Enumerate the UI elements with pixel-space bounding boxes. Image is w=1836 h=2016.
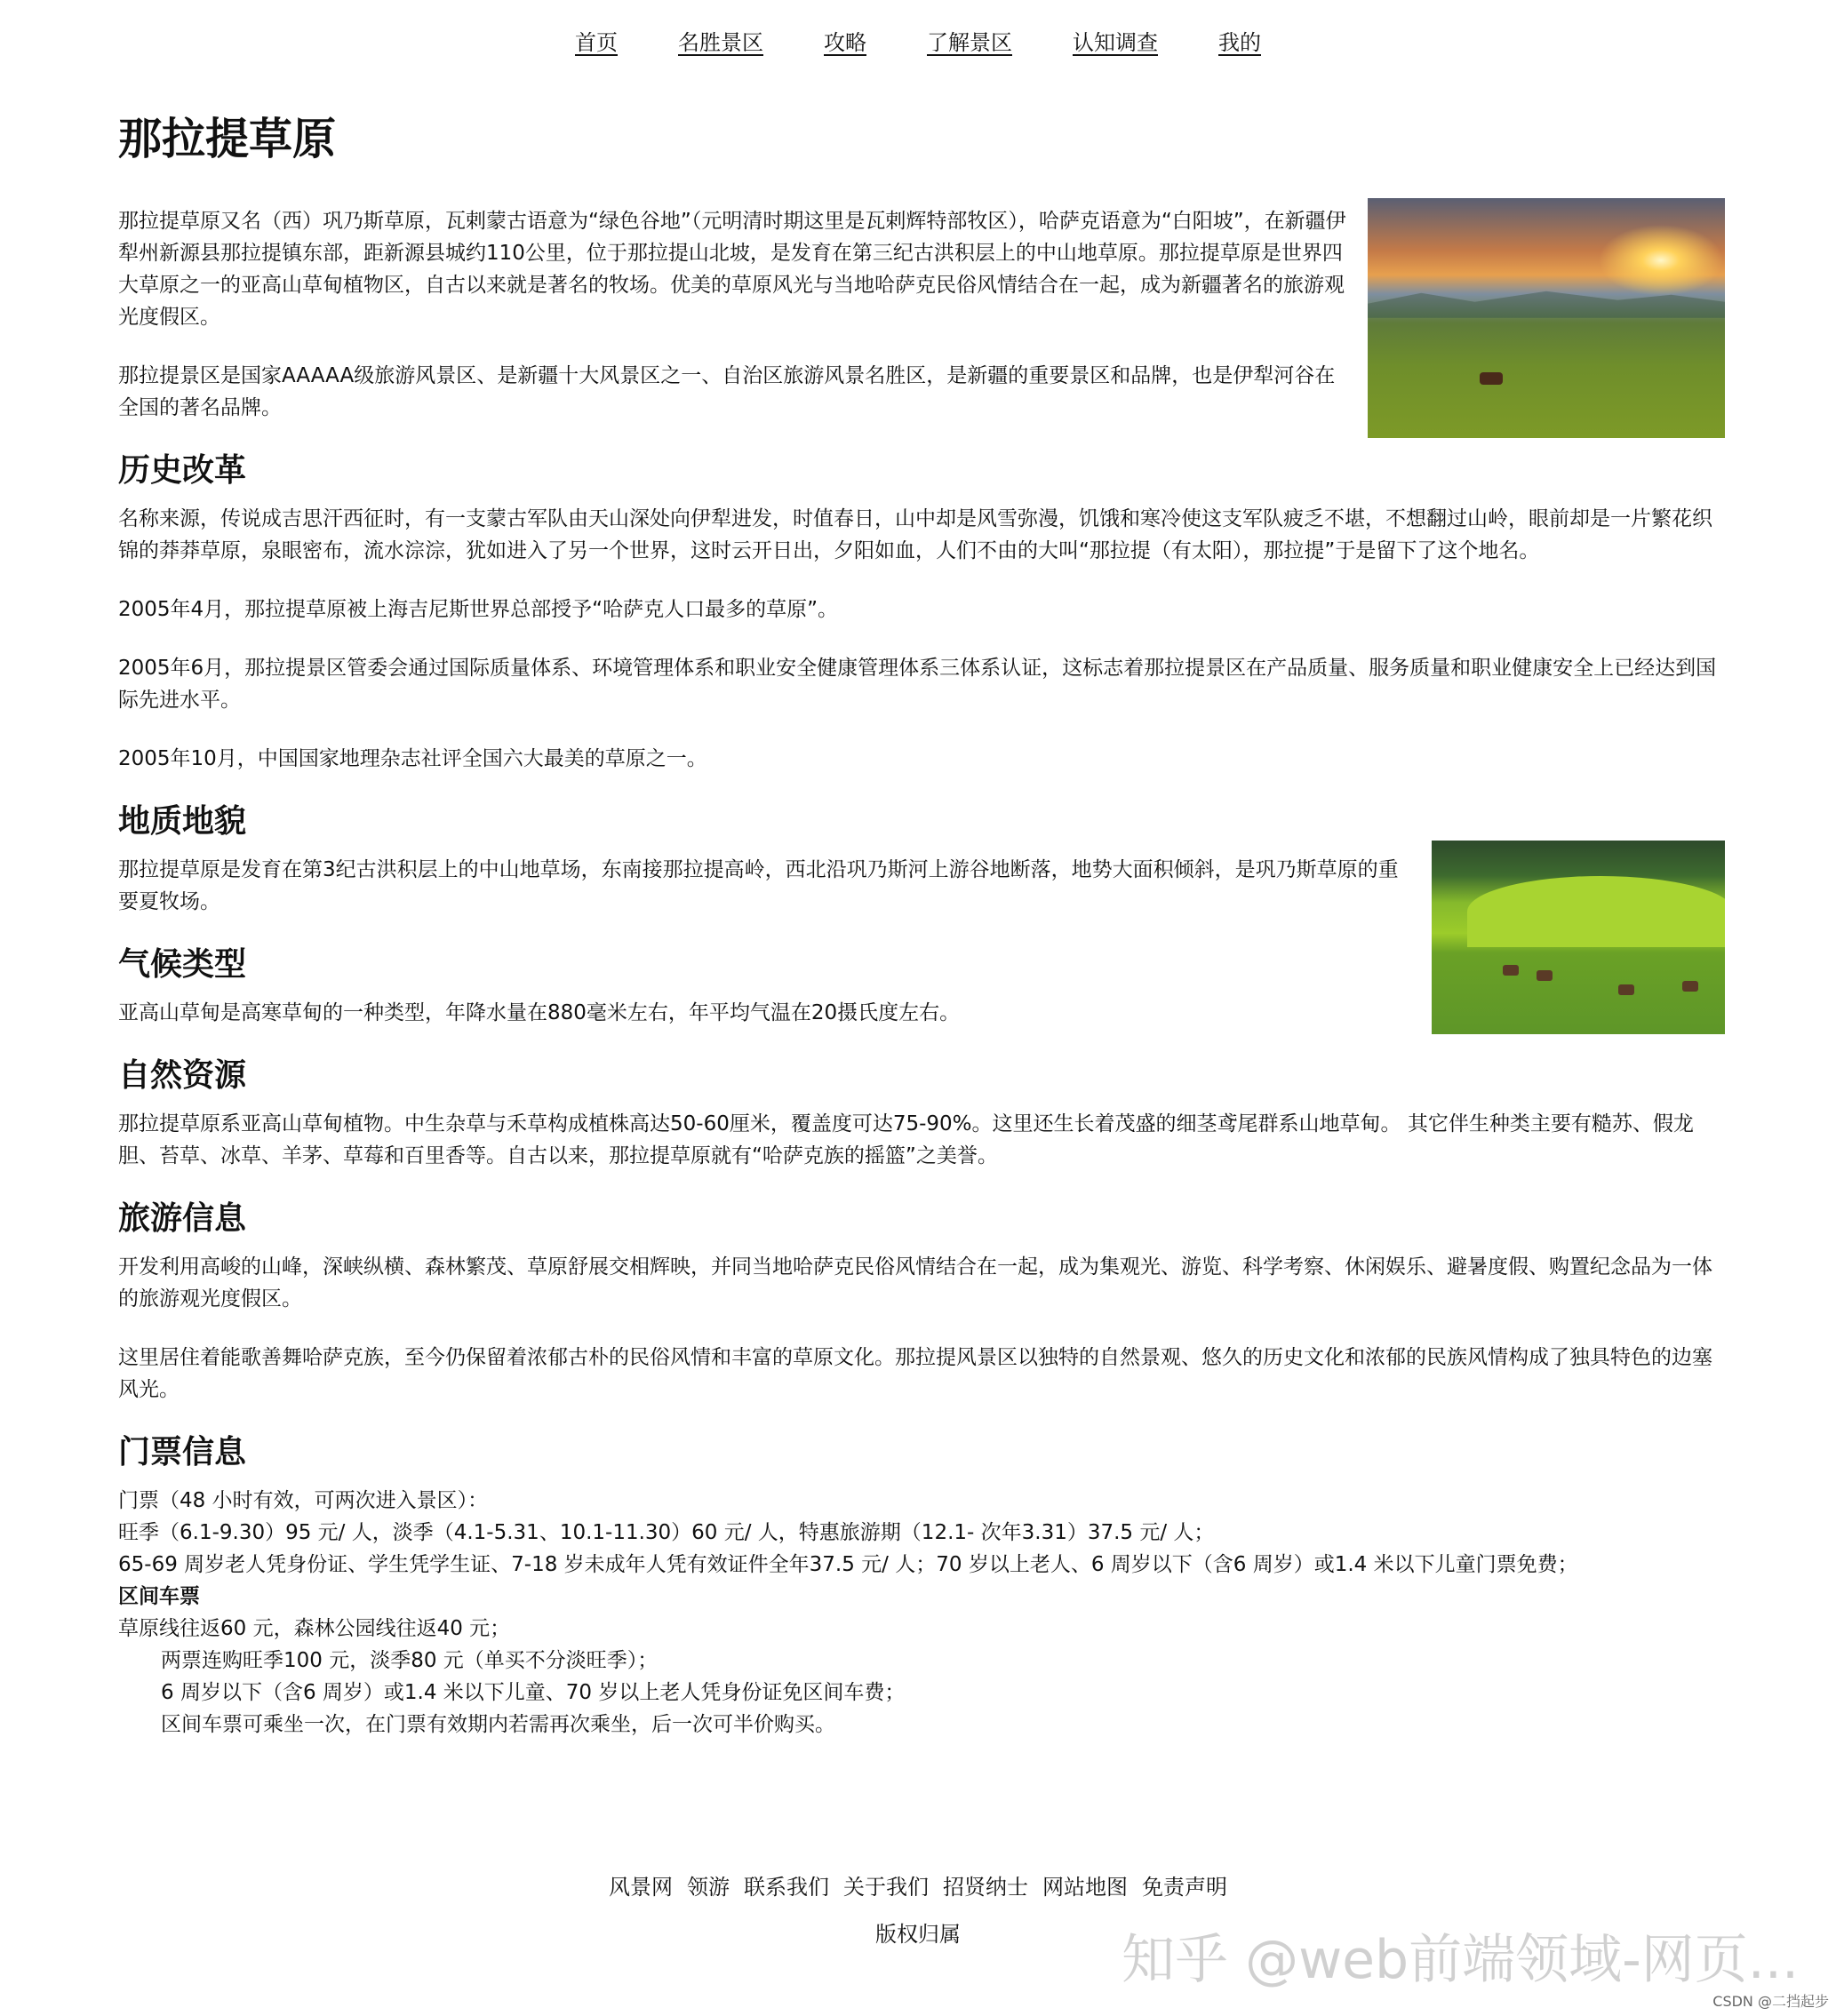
ticket-line: 门票（48 小时有效，可两次进入景区）： <box>118 1488 489 1512</box>
ticket-line: 旺季（6.1-9.30）95 元/ 人，淡季（4.1-5.31、10.1-11.30）60 元/ 人，特惠旅游期（12.1- 次年3.31）37.5 元/ 人； <box>118 1520 1215 1544</box>
sunset-grassland-image <box>1368 198 1725 438</box>
ticket-line: 65-69 周岁老人凭身份证、学生凭学生证、7-18 岁未成年人凭有效证件全年37.5 元/ 人；70 岁以上老人、6 周岁以下（含6 周岁）或1.4 米以下儿童门票免费； <box>118 1552 1578 1576</box>
intro-paragraph-2: 那拉提景区是国家AAAAA级旅游风景区、是新疆十大风景区之一、自治区旅游风景名胜区，是新疆的重要景区和品牌，也是伊犁河谷在全国的著名品牌。 <box>118 363 1336 419</box>
climate-paragraph: 亚高山草甸是高寒草甸的一种类型，年降水量在880毫米左右，年平均气温在20摄氏度左右。 <box>118 1000 961 1024</box>
resources-paragraph: 那拉提草原系亚高山草甸植物。中生杂草与禾草构成植株高达50-60厘米，覆盖度可达75-90%。这里还生长着茂盛的细茎鸢尾群系山地草甸。 其它伴生种类主要有糙苏、假龙胆、苔草、冰草、羊茅、草莓和百里香等。自古以来，那拉提草原就有“哈萨克族的摇篮”之美誉。 <box>118 1112 1694 1167</box>
footer-link-sitemap[interactable]: 网站地图 <box>1042 1875 1128 1900</box>
ticket-info <box>118 1485 1725 1741</box>
page-title: 那拉提草原 <box>118 114 337 164</box>
climate-heading: 气候类型 <box>118 945 247 983</box>
shuttle-detail: 两票连购旺季100 元，淡季80 元（单买不分淡旺季）； <box>161 1648 659 1672</box>
footer-link-lingyou[interactable]: 领游 <box>687 1875 730 1900</box>
nav-about-scenic[interactable]: 了解景区 <box>927 30 1012 55</box>
top-nav <box>0 25 1836 56</box>
footer-links <box>0 1869 1836 1900</box>
geology-paragraph: 那拉提草原是发育在第3纪古洪积层上的中山地草场，东南接那拉提高岭，西北沿巩乃斯河上游谷地断落，地势大面积倾斜，是巩乃斯草原的重要夏牧场。 <box>118 857 1399 913</box>
tourism-paragraph-2: 这里居住着能歌善舞哈萨克族，至今仍保留着浓郁古朴的民俗风情和丰富的草原文化。那拉提风景区以独特的自然景观、悠久的历史文化和浓郁的民族风情构成了独具特色的边塞风光。 <box>118 1345 1712 1401</box>
tourism-paragraph-1: 开发利用高峻的山峰，深峡纵横、森林繁茂、草原舒展交相辉映，并同当地哈萨克民俗风情结合在一起，成为集观光、游览、科学考察、休闲娱乐、避暑度假、购置纪念品为一体的旅游观光度假区。 <box>118 1255 1712 1311</box>
footer-copyright: 版权归属 <box>875 1922 961 1947</box>
footer-link-fengjing[interactable]: 风景网 <box>609 1875 673 1900</box>
footer-link-disclaimer[interactable]: 免责声明 <box>1142 1875 1227 1900</box>
footer-link-careers[interactable]: 招贤纳士 <box>943 1875 1028 1900</box>
nav-home[interactable]: 首页 <box>575 30 618 55</box>
horses-meadow-image <box>1432 841 1725 1034</box>
shuttle-title: 区间车票 <box>118 1584 200 1608</box>
history-paragraph-3: 2005年6月，那拉提景区管委会通过国际质量体系、环境管理体系和职业安全健康管理体系三体系认证，这标志着那拉提景区在产品质量、服务质量和职业健康安全上已经达到国际先进水平。 <box>118 656 1717 712</box>
nav-guides[interactable]: 攻略 <box>824 30 866 55</box>
shuttle-detail: 6 周岁以下（含6 周岁）或1.4 米以下儿童、70 岁以上老人凭身份证免区间车费； <box>161 1680 906 1704</box>
tickets-heading: 门票信息 <box>118 1433 247 1470</box>
shuttle-line: 草原线往返60 元，森林公园线往返40 元； <box>118 1616 511 1640</box>
tourism-heading: 旅游信息 <box>118 1199 247 1237</box>
nav-scenic-spots[interactable]: 名胜景区 <box>678 30 763 55</box>
nav-mine[interactable]: 我的 <box>1218 30 1261 55</box>
nav-survey[interactable]: 认知调查 <box>1073 30 1158 55</box>
footer-link-contact[interactable]: 联系我们 <box>744 1875 829 1900</box>
intro-paragraph-1: 那拉提草原又名（西）巩乃斯草原，瓦剌蒙古语意为“绿色谷地”（元明清时期这里是瓦剌辉特部牧区），哈萨克语意为“白阳坡”，在新疆伊犁州新源县那拉提镇东部，距新源县城约110公里，位于那拉提山北坡，是发育在第三纪古洪积层上的中山地草原。那拉提草原是世界四大草原之一的亚高山草甸植物区，自古以来就是著名的牧场。优美的草原风光与当地哈萨克民俗风情结合在一起，成为新疆著名的旅游观光度假区。 <box>118 209 1346 329</box>
csdn-tag: CSDN @二挡起步 <box>1712 1993 1829 2010</box>
history-paragraph-4: 2005年10月，中国国家地理杂志社评全国六大最美的草原之一。 <box>118 746 707 770</box>
footer-link-about[interactable]: 关于我们 <box>843 1875 929 1900</box>
geology-heading: 地质地貌 <box>118 802 247 840</box>
watermark: 知乎 @web前端领域-网页... <box>1122 1929 1800 1991</box>
history-paragraph-2: 2005年4月，那拉提草原被上海吉尼斯世界总部授予“哈萨克人口最多的草原”。 <box>118 597 838 621</box>
history-paragraph-1: 名称来源，传说成吉思汗西征时，有一支蒙古军队由天山深处向伊犁进发，时值春日，山中却是风雪弥漫，饥饿和寒冷使这支军队疲乏不堪，不想翻过山岭，眼前却是一片繁花织锦的莽莽草原，泉眼密布，流水淙淙，犹如进入了另一个世界，这时云开日出，夕阳如血，人们不由的大叫“那拉提（有太阳），那拉提”于是留下了这个地名。 <box>118 506 1712 562</box>
resources-heading: 自然资源 <box>118 1056 247 1094</box>
history-heading: 历史改革 <box>118 451 247 489</box>
shuttle-detail: 区间车票可乘坐一次，在门票有效期内若需再次乘坐，后一次可半价购买。 <box>161 1712 835 1736</box>
main-content <box>118 105 1725 1741</box>
